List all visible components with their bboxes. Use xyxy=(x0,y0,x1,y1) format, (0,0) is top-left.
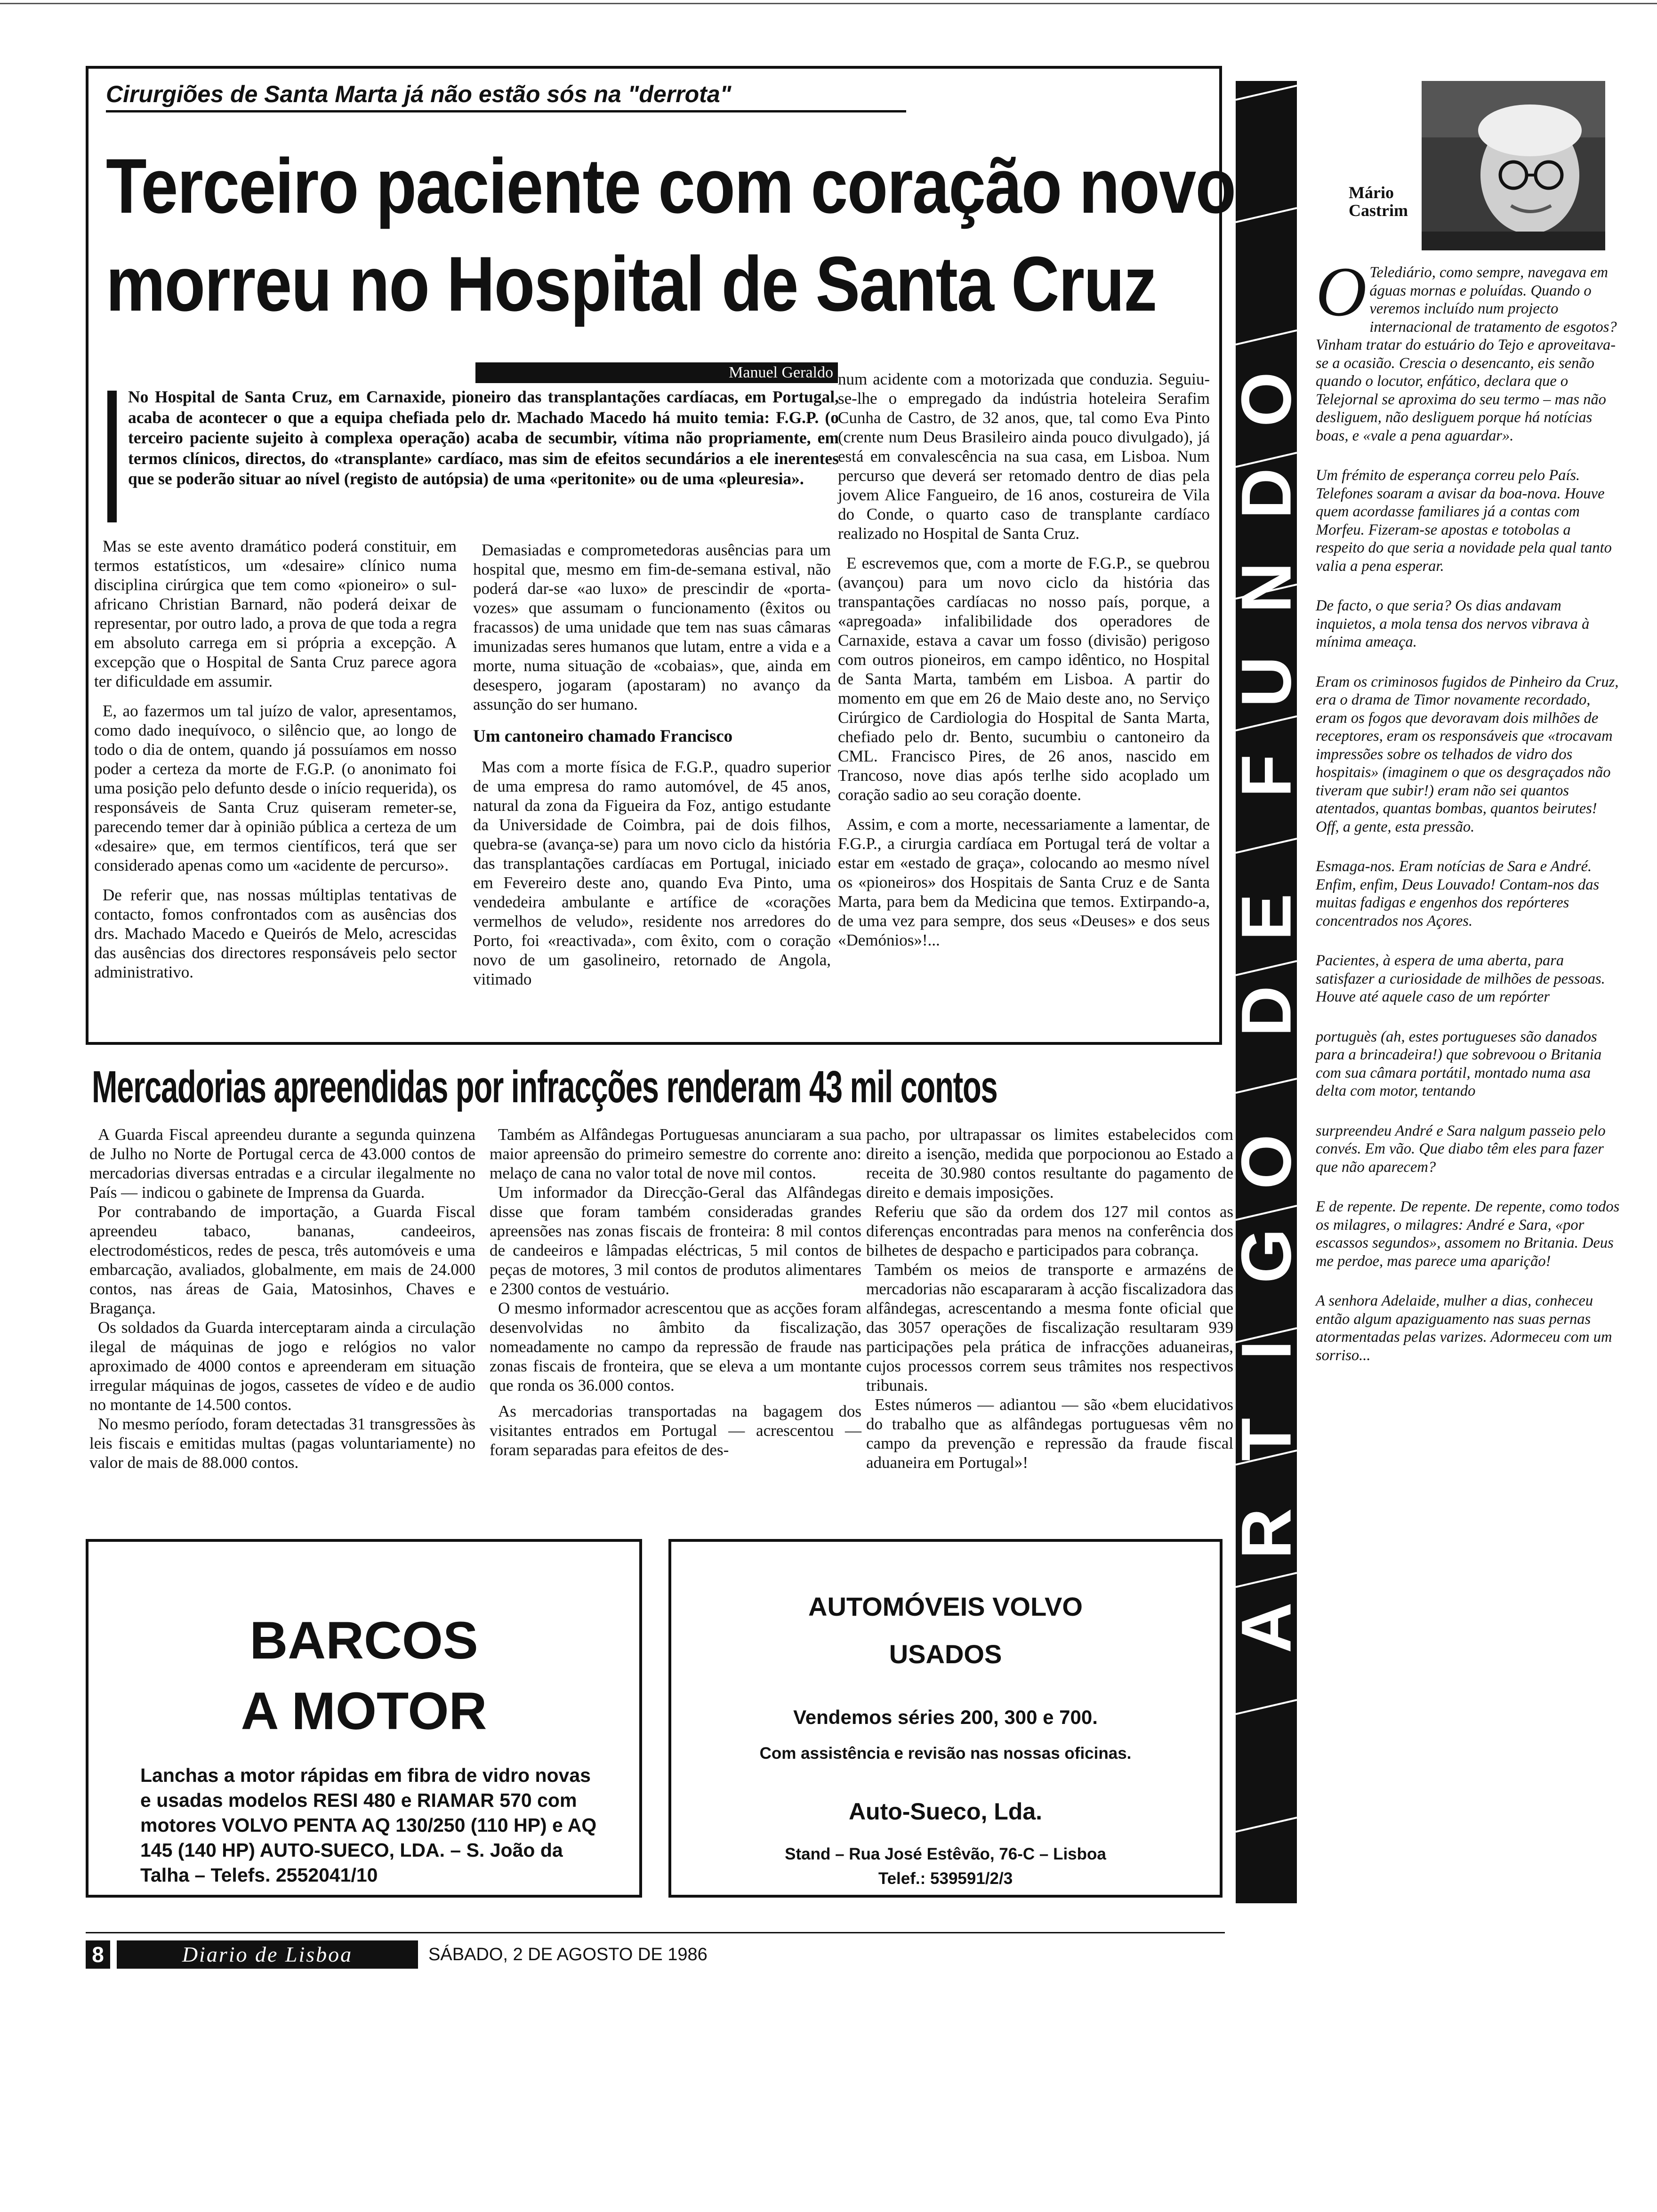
column-p1-text: Telediário, como sempre, navegava em águas mornas e poluídas. Quando o veremos incluído num projecto internacional de tratamento de esgotos? Vinham tratar do estuário do Tejo e aproveitava-se a ocasião. Crescia o desencanto, eis senão quando o locutor, enfático, declara que o Telejornal se aproxima do seu termo – mas não desliguem, não desliguem porque há notícias boas, e «vale a pena aguardar». xyxy=(1316,264,1617,444)
ad-boats xyxy=(86,1539,642,1898)
section-letter-D2: D xyxy=(1226,468,1306,519)
main-col-3 xyxy=(838,369,1210,960)
main-col3-p2: E escrevemos que, com a morte de F.G.P., se quebrou (avançou) para um novo ciclo da história das transpantações cardíacas no nosso país, porque, a «apregoada» infalibilidade dos operadores de Carnaxide, estava a cavar um fosso (divisão) perigoso com outros pioneiros, em campo idêntico, no Hospital de Santa Marta, também em Lisboa. A partir do momento em que em 26 de Maio deste ano, no Serviço Cirúrgico de Cardiologia do Hospital de Santa Marta, chefiado pelo dr. Bento, sucumbiu o cantoneiro da CML. Francisco Pires, de 26 anos, nascido em Trancoso, nove dias após terlhe sido acoplado um coração sadio ao seu coração doente. xyxy=(838,554,1210,804)
lead-bar xyxy=(107,391,117,522)
section-letter-D: D xyxy=(1226,986,1306,1037)
second-headline-box xyxy=(92,1061,1250,1113)
main-subhead: Um cantoneiro chamado Francisco xyxy=(473,727,733,746)
column-p9: E de repente. De repente. De repente, como todos os milagres, o milagres: André e Sara, «por escassos segundos», assomem no Britania. Deus me perdoe, mas parece uma aparição! xyxy=(1316,1198,1620,1270)
author-first-name: Mário xyxy=(1349,183,1394,202)
ad-volvo-address: Stand – Rua José Estêvão, 76-C – Lisboa xyxy=(785,1845,1106,1863)
footer-date: SÁBADO, 2 DE AGOSTO DE 1986 xyxy=(428,1945,708,1964)
headline-main-line2: morreu no Hospital de Santa Cruz xyxy=(106,240,1157,327)
column-p2: Um frémito de esperança correu pelo País. Telefones soaram a avisar da boa-nova. Houve quem acordasse familiares já a contas com Morfeu. Fizeram-se apostas e totobolas a respeito do que seria a novidade pela qual tanto valia a pena esperar. xyxy=(1316,467,1612,575)
ad-boats-title1: BARCOS xyxy=(249,1611,478,1670)
masthead: Diario de Lisboa xyxy=(182,1942,353,1966)
top-rule xyxy=(0,3,1657,4)
main-col2-p1: Demasiadas e comprometedoras ausências para um hospital que, mesmo em fim-de-semana estival, não poderá dar-se «ao luxo» de prescindir de «porta-vozes» que assumam o funcionamento (êxitos ou fracassos) de uma unidade que tem nas suas câmaras imunizadas seres humanos que lutam, entre a vida e a morte, numa situação de «cobaias», que, ainda em desespero, jogaram (apostaram) no avanço da assunção do ser humano. xyxy=(473,541,831,713)
column-p1 xyxy=(1316,253,1622,445)
second-col1-p2: Por contrabando de importação, a Guarda Fiscal apreendeu tabaco, bananas, candeeiros, electrodomésticos, redes de pesca, três automóveis e uma embarcação, avaliados, globalmente, em mais de 24.000 contos, nas áreas de Gaia, Matosinhos, Chaves e Bragança. xyxy=(89,1202,475,1317)
column-p8: surpreendeu André e Sara nalgum passeio pelo convés. Em vão. Que diabo têm eles para fazer que não aparecem? xyxy=(1316,1122,1606,1176)
footer-rule xyxy=(86,1932,1225,1933)
second-col3-p1: pacho, por ultrapassar os limites estabelecidos com direito a isenção, medida que porpocionou ao Estado a receita de 30.980 contos resultante do pagamento de direito e demais imposições. xyxy=(866,1125,1233,1202)
headline-main-line1: Terceiro paciente com coração novo xyxy=(106,143,1236,229)
ad-volvo-company: Auto-Sueco, Lda. xyxy=(848,1798,1043,1825)
second-col-2 xyxy=(490,1125,861,1459)
column-p6: Pacientes, à espera de uma aberta, para satisfazer a curiosidade de milhões de pessoas. Houve até aquele caso de um repórter xyxy=(1316,952,1605,1005)
ad-volvo-title2: USADOS xyxy=(889,1639,1002,1669)
section-letter-N: N xyxy=(1226,562,1306,613)
author-last-name: Castrim xyxy=(1349,201,1408,220)
main-col2-p2: Mas com a morte física de F.G.P., quadro superior de uma empresa do ramo automóvel, de 45 anos, natural da zona da Figueira da Foz, antigo estudante da Universidade de Coimbra, pai de dois filhos, quebra-se (avança-se) para um novo ciclo da história das transplantações cardíacas em Portugal, iniciado em Fevereiro deste ano, quando Eva Pinto, uma vendedeira ambulante e artífice de «corações vermelhos de veludo», residente nos arredores do Porto, foi «reactivada», com êxito, com o coração novo de um gasolineiro, retornado de Angola, vitimado xyxy=(473,758,831,988)
page-number: 8 xyxy=(92,1942,104,1967)
second-col1-p3: Os soldados da Guarda interceptaram ainda a circulação ilegal de máquinas de jogo e relógios no valor aproximado de 4000 contos e apreenderam em situação irregular máquinas de jogos, cassetes de vídeo e de audio no montante de 14.500 contos. xyxy=(89,1318,475,1414)
ad-volvo-phone: Telef.: 539591/2/3 xyxy=(878,1869,1013,1888)
ad-boats-body: Lanchas a motor rápidas em fibra de vidro novas e usadas modelos RESI 480 e RIAMAR 570 com motores VOLVO PENTA AQ 130/250 (110 HP) e AQ 145 (140 HP) AUTO-SUECO, LDA. – S. João da Talha – Telefs. 2552041/10 xyxy=(140,1764,597,1886)
second-col-3 xyxy=(866,1125,1233,1472)
ad-volvo xyxy=(668,1539,1223,1898)
author-name xyxy=(1349,184,1408,219)
column-dropcap: O xyxy=(1316,253,1367,331)
second-col2-p4: As mercadorias transportadas na bagagem dos visitantes entrados em Portugal — acrescentou — foram separadas para efeitos de des- xyxy=(490,1402,861,1459)
byline: Manuel Geraldo xyxy=(729,364,833,381)
second-headline: Mercadorias apreendidas por infracções renderam 43 mil contos xyxy=(92,1062,997,1112)
second-col1-p4: No mesmo período, foram detectadas 31 transgressões às leis fiscais e emitidas multas (pagas voluntariamente) no valor de mais de 88.000 contos. xyxy=(89,1415,475,1472)
second-col3-p3: Também os meios de transporte e armazéns de mercadorias não escapararam à acção fiscalizadora das alfândegas, acrescentando a mesma fonte oficial que das 3057 operações de fiscalização resultaram 939 participações pela prática de infracções aduaneiras, cujos processos correm seus trâmites nos respectivos tribunais. xyxy=(866,1260,1233,1395)
section-letter-T: T xyxy=(1226,1418,1306,1461)
main-col-1 xyxy=(94,537,457,992)
section-letter-G: G xyxy=(1226,1228,1306,1283)
section-letter-U: U xyxy=(1226,656,1306,707)
second-col-1 xyxy=(89,1125,475,1472)
second-col3-p4: Estes números — adiantou — são «bem elucidativos do trabalho que as alfândegas portuguesas vêm no campo da prevenção e repressão da fraude fiscal aduaneira em Portugal»! xyxy=(866,1395,1233,1472)
section-letter-O: O xyxy=(1226,1134,1306,1189)
ad-volvo-line1: Vendemos séries 200, 300 e 700. xyxy=(793,1706,1098,1728)
main-col3-p3: Assim, e com a morte, necessariamente a lamentar, de F.G.P., a cirurgia cardíaca em Portugal terá de voltar a estar em «estado de graça», colocando ao mesmo nível os «pioneiros» dos Hospitais de Santa Cruz e de Santa Marta, para bem da Medicina que temos. Extirpando-a, de uma vez para sempre, dos seus «Deuses» e dos seus «Demónios»!... xyxy=(838,815,1210,949)
second-col2-p2: Um informador da Direcção-Geral das Alfândegas disse que foram também consideradas grandes apreensões nas zonas fiscais de fronteira: 8 mil contos de candeeiros e lâmpadas eléctricas, 5 mil contos de peças de motores, 3 mil contos de produtos alimentares e 2300 contos de vestuário. xyxy=(490,1183,861,1298)
section-letter-O3: O xyxy=(1226,372,1306,427)
section-letter-I: I xyxy=(1226,1340,1306,1360)
ad-boats-title2: A MOTOR xyxy=(241,1682,487,1740)
column-p3: De facto, o que seria? Os dias andavam inquietos, a mola tensa dos nervos vibrava à mínima ameaça. xyxy=(1316,597,1590,650)
main-col-2 xyxy=(473,540,831,999)
column-p4: Eram os criminosos fugidos de Pinheiro da Cruz, era o drama de Timor novamente recordado, eram os fogos que devoravam dois milhões de receptores, eram os responsáveis que «trocavam impressões sobre os telhados de vidro dos hospitais» (imaginem o que os desgraçados não tiveram que subir!) eram não sei quantos atentados, quantas bombas, quantos beirutes! Off, a gente, esta pressão. xyxy=(1316,673,1619,835)
section-letter-R: R xyxy=(1226,1508,1306,1559)
lead-paragraph: No Hospital de Santa Cruz, em Carnaxide, pioneiro das transplantações cardíacas, em Portugal, acaba de acontecer o que a equipa chefiada pelo dr. Machado Macedo há muito temia: F.G.P. (o terceiro paciente sujeito à complexa operação) acaba de secumbir, vítima não propriamente, em termos clínicos, directos, do «transplante» cardíaco, mas sim de efeitos secundários a ele inerentes que se poderão situar ao nível (registo de autópsia) de uma «peritonite» ou de uma «pleuresia». xyxy=(128,387,839,488)
column-p7: portuguès (ah, estes portugueses são danados para a brincadeira!) que sobrevoou o Britania com sua câmara portátil, montado numa asa delta com motor, tentando xyxy=(1316,1028,1602,1099)
second-col3-p2: Referiu que são da ordem dos 127 mil contos as diferenças encontradas para menos na conferência dos bilhetes de despacho e participados para cobrança. xyxy=(866,1202,1233,1259)
second-col1-p1: A Guarda Fiscal apreendeu durante a segunda quinzena de Julho no Norte de Portugal cerca de 43.000 contos de mercadorias diversas entradas e a circular ilegalmente no País — indicou o gabinete de Imprensa da Guarda. xyxy=(89,1125,475,1202)
column-text xyxy=(1316,253,1622,1386)
ad-volvo-title1: AUTOMÓVEIS VOLVO xyxy=(808,1592,1083,1621)
section-vertical-bar xyxy=(1226,81,1306,1903)
main-col3-p1: num acidente com a motorizada que conduzia. Seguiu-se-lhe o empregado da indústria hoteleira Serafim Cunha de Castro, de 32 anos, que, tal como Eva Pinto (crente num Deus Brasileiro ainda pouco divulgado), já está em convalescência na sua casa, em Lisboa. Num percurso que deverá ser retomado dentro de dias pela jovem Alice Fangueiro, de 16 anos, costureira de Vila do Conde, o quarto caso de transplante cardíaco realizado no Hospital de Santa Cruz. xyxy=(838,370,1210,543)
column-p10: A senhora Adelaide, mulher a dias, conheceu então algum apaziguamento nas suas pernas atormentadas pelas varizes. Adormeceu com um sorriso... xyxy=(1316,1292,1612,1364)
section-letter-E: E xyxy=(1226,893,1306,941)
headline-main-box xyxy=(106,141,1236,339)
main-col1-p2: E, ao fazermos um tal juízo de valor, apresentamos, como dado inequívoco, o silêncio que, ao longo de todo o dia de ontem, quando já possuíamos em nosso poder a certeza da morte de F.G.P. (o anonimato foi uma posição pelo defunto desde o início requerida), os responsáveis de Santa Cruz quiseram remeter-se, parecendo temer dar à opinião pública a certeza de um «desaire» que, em termos científicos, terá que ser considerado apenas como um «acidente de percurso». xyxy=(94,702,457,874)
section-letter-A: A xyxy=(1226,1602,1306,1653)
author-portrait-icon xyxy=(1422,81,1605,250)
second-col2-p3: O mesmo informador acrescentou que as acções foram desenvolvidas no âmbito da fiscalização, nomeadamente no campo da repressão de fraude nas zonas fiscais de fronteira, que se eleva a um montante que ronda os 36.000 contos. xyxy=(490,1299,861,1395)
ad-volvo-line2: Com assistência e revisão nas nossas oficinas. xyxy=(759,1744,1132,1763)
section-letter-F: F xyxy=(1226,754,1306,798)
second-col2-p1: Também as Alfândegas Portuguesas anunciaram a sua maior apreensão do primeiro semestre do corrente ano: melaço de cana no valor total de nove mil contos. xyxy=(490,1125,861,1182)
author-photo xyxy=(1422,81,1605,250)
column-p5: Esmaga-nos. Eram notícias de Sara e André. Enfim, enfim, Deus Louvado! Contam-nos das muitas fadigas e engenhos dos repórteres concentrados nos Açores. xyxy=(1316,858,1600,930)
main-col1-p3: De referir que, nas nossas múltiplas tentativas de contacto, fomos confrontados com as ausências dos drs. Machado Macedo e Queirós de Melo, acrescidas das ausências dos directores responsáveis pelo sector administrativo. xyxy=(94,886,457,981)
kicker: Cirurgiões de Santa Marta já não estão sós na "derrota" xyxy=(106,79,906,112)
main-col1-p1: Mas se este avento dramático poderá constituir, em termos estatísticos, um «desaire» clínico numa disciplina cirúrgica que tem como «pioneiro» o sul-africano Christian Barnard, não poderá deixar de representar, por outro lado, a prova de que toda a regra em absoluto carrega em si própria a excepção. A excepção que o Hospital de Santa Cruz parece agora ter dificuldade em assumir. xyxy=(94,537,457,690)
